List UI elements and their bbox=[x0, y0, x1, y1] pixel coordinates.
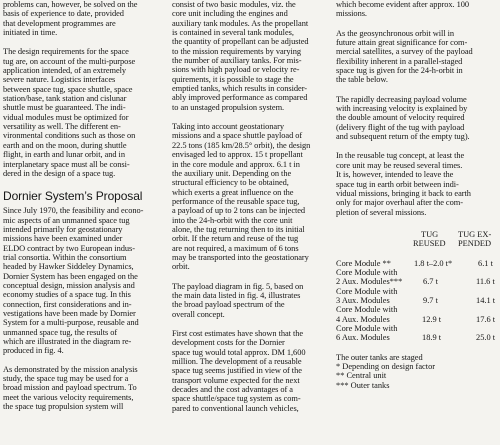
paragraph-reusable-concept: In the reusable tug concept, at least the core unit may be reused several times. It is, however, intended to leave the space tug in earth orbit between indi- vidual missions, bringing it back to earth only for major overhaul after the com- pletion of several missions. bbox=[336, 151, 471, 217]
paragraph-proposal: Since July 1970, the feasibility and econo- mic aspects of an unmanned space tug intended primarily for geostationary missions have been examined under ELDO contract by two European indus- trial consortia. Within the consortium headed by Hawker Siddeley Dynamics, Dornier System has been engaged on the conceptual design, mission analysis and economy studies of a space tug. In this connection, first considerations and in- vestigations have been made by Dornier System for a multi-purpose, reusable and unmanned space tug, the results of which are illustrated in the diagram re- produced in fig. 4. bbox=[3, 206, 144, 356]
table-footnotes bbox=[336, 362, 498, 390]
paragraph-geosynchronous-orbit: As the geosynchronous orbit will in future attain great significance for com- mercial satellites, a survey of the payload flexibility inherent in a parallel-staged space tug is given for the 24-h-orbit in the table below. bbox=[336, 28, 473, 85]
header-expended-line1: TUG EX- bbox=[458, 229, 492, 239]
footnote: ** Central unit bbox=[336, 371, 387, 381]
row-label: 3 Aux. Modules bbox=[336, 295, 390, 305]
paragraph-design-requirements: The design requirements for the space tug are, on account of the multi-purpose application intended, of an extremely severe nature. Logistics interfaces between space tug, space shuttle, space station/base, tank station and cislunar shuttle must be guaranteed. The indi- vidual modules must be optimized for versatility as well. The different en- vironmental conditions such as those on earth and on the moon, during shuttle flight, in earth and lunar orbit, and in interplanetary space must all be consi- dered in the design of a space tug. bbox=[3, 47, 136, 178]
table-notes-intro: The outer tanks are staged bbox=[336, 352, 423, 362]
row-label: Core Module with bbox=[336, 323, 398, 333]
footnote: * Depending on design factor bbox=[336, 362, 436, 371]
row-reused-value: 12.9 t bbox=[422, 314, 442, 324]
paragraph-payload-volume: The rapidly decreasing payload volume with increasing velocity is explained by the double amount of velocity required (delivery flight of the tug with payload and subsequent return of the empty tug). bbox=[336, 94, 470, 142]
paragraph-intro-continued: problems can, however, be solved on the basis of experience to date, provided that development programmes are initiated in time. bbox=[3, 0, 138, 38]
column-left bbox=[3, 0, 163, 411]
row-expended-value: 11.6 t bbox=[476, 277, 495, 287]
paragraph-mission-analysis: As demonstrated by the mission analysis study, the space tug may be used for a broad mission and payload spectrum. To meet the various velocity requirements, the space tug propulsion system will bbox=[3, 364, 138, 412]
row-expended-value: 25.0 t bbox=[476, 333, 496, 343]
row-label: Core Module with bbox=[336, 286, 398, 296]
row-reused-value: 18.9 t bbox=[422, 333, 442, 343]
table-row bbox=[336, 296, 498, 305]
payload-table bbox=[336, 230, 498, 343]
row-label: 2 Aux. Modules*** bbox=[336, 277, 403, 287]
table-row-label-line bbox=[336, 324, 498, 333]
row-reused-value: 1.8 t–2.0 t* bbox=[414, 258, 453, 268]
paragraph-missions: which become evident after approx. 100 missions. bbox=[336, 0, 469, 19]
table-header-row bbox=[336, 230, 498, 239]
table-header-row bbox=[336, 239, 498, 248]
row-expended-value: 14.1 t bbox=[476, 295, 496, 305]
table-row bbox=[336, 259, 498, 268]
paragraph-geostationary: Taking into account geostationary missions and a space shuttle payload of 22.5 tons (185 km/28.5° orbit), the design envisaged led to approx. 15 t propellant in the core module and approx. 6.1 t in the auxiliary unit. Depending on the structural efficiency to be obtained, which exerts a great influence on the performance of the reusable space tug, a payload of up to 2 tons can be injected into the 24-h-orbit with the core unit alone, the tug returning then to its initial orbit. If the return and reuse of the tug are not required, a maximum of 6 tons may be transported into the geostationary orbit. bbox=[172, 122, 311, 272]
row-label: Core Module ** bbox=[336, 258, 391, 268]
row-expended-value: 6.1 t bbox=[478, 258, 493, 268]
row-label: Core Module with bbox=[336, 305, 398, 315]
row-label: 6 Aux. Modules bbox=[336, 333, 390, 343]
row-expended-value: 17.6 t bbox=[476, 314, 496, 324]
header-reused-line1: TUG bbox=[421, 229, 439, 239]
row-label: 4 Aux. Modules bbox=[336, 314, 390, 324]
column-middle bbox=[172, 0, 329, 413]
table-row bbox=[336, 315, 498, 324]
table-row-label-line bbox=[336, 268, 498, 277]
row-reused-value: 6.7 t bbox=[423, 277, 438, 287]
header-reused-line2: REUSED bbox=[413, 239, 446, 249]
row-label: Core Module with bbox=[336, 267, 398, 277]
column-right bbox=[336, 0, 498, 390]
header-expended-line2: PENDED bbox=[458, 239, 492, 249]
table-row-label-line bbox=[336, 305, 498, 314]
section-heading: Dornier System’s Proposal bbox=[3, 189, 143, 204]
paragraph-modules: consist of two basic modules, viz. the core unit including the engines and auxiliary tank modules. As the propellant is contained in several tank modules, the quantity of propellant can be adjusted to the mission requirements by varying the number of auxiliary tanks. For mis- sions with high payload or velocity re- quirements, it is possible to stage the emptied tanks, which results in consider- ably improved performance as compared to an unstaged propulsion system. bbox=[172, 0, 309, 112]
footnote: *** Outer tanks bbox=[336, 380, 390, 390]
table-row-label-line bbox=[336, 287, 498, 296]
paragraph-cost: First cost estimates have shown that the development costs for the Dornier space tug would total approx. DM 1,600 million. The development of a reusable space tug seems justified in view of the transport volume expected for the next decades and the cost advantages of a space shuttle/space tug system as com- pared to conventional launch vehicles, bbox=[172, 329, 306, 413]
table-row bbox=[336, 277, 498, 286]
paragraph-payload-diagram: The payload diagram in fig. 5, based on the main data listed in fig. 4, illustrates the broad payload spectrum of the overall concept. bbox=[172, 281, 304, 319]
row-reused-value: 9.7 t bbox=[423, 295, 438, 305]
table-row bbox=[336, 333, 498, 342]
